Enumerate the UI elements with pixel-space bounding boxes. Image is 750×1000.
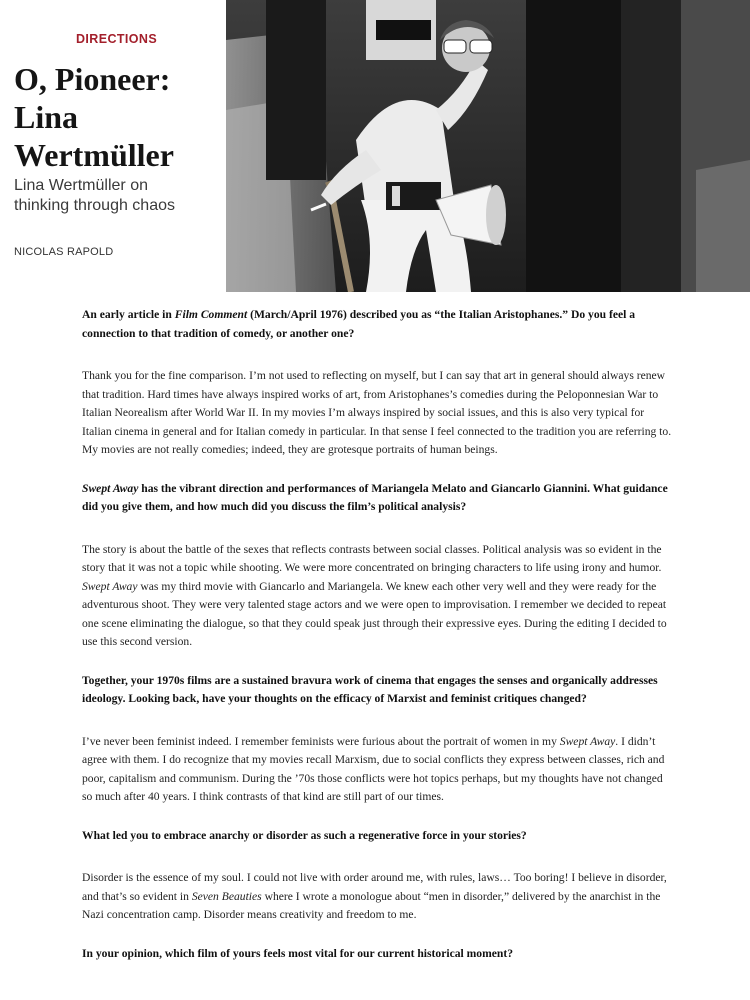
title-line: Lina xyxy=(14,99,79,135)
question-5: In your opinion, which film of yours feels most vital for our current historical moment? xyxy=(82,946,513,960)
header-photo xyxy=(226,0,750,292)
answer-1: Thank you for the fine comparison. I’m not used to reflecting on myself, but I can say that art in general should always renew that tradition. Hard times have always inspired works of art, from Aristophanes’s comedies during the Peloponnesian War to Italian Neorealism after World War II. In my movies I’m always inspired by social issues, and this is also very typical for Italian cinema in general and for Italian comedy in particular. In that sense I feel connected to the tradition you are referring to. My movies are not really comedies; indeed, they are grotesque portraits of human beings. xyxy=(82,369,672,456)
spacer xyxy=(82,807,672,827)
question-3: Together, your 1970s films are a sustained bravura work of cinema that engages the senses and organically addresses ideology. Looking back, have your thoughts on the efficacy of Marxist and feminist critiques changed? xyxy=(82,673,658,705)
author-byline: NICOLAS RAPOLD xyxy=(14,246,114,258)
question-1 xyxy=(82,306,672,343)
answer-2 xyxy=(82,541,672,652)
question-2 xyxy=(82,480,672,517)
text-run: was my third movie with Giancarlo and Mariangela. We knew each other very well and they were ready for the adventurous shoot. They were very talented stage actors and we were open to improvisation. I remember we decided to repeat one scene eliminating the dialogue, so that they could speak just through their expressive eyes. During the editing I decided to use this second version. xyxy=(82,579,667,648)
article-body xyxy=(82,306,672,963)
spacer xyxy=(82,652,672,672)
section-label: DIRECTIONS xyxy=(76,32,158,46)
text-run: has the vibrant direction and performances of Mariangela Melato and Giancarlo Giannini. What guidance did you give them, and how much did you discuss the film’s political analysis? xyxy=(82,481,668,513)
article-header xyxy=(0,0,750,292)
text-run: (March/April 1976) described you as “the Italian Aristophanes.” Do you feel a connection to that tradition of comedy, or another one? xyxy=(82,308,636,340)
text-run: Disorder is the essence of my soul. I could not live with order around me, with rules, laws… Too boring! I believe in disorder, and that’s so evident in xyxy=(82,871,667,903)
spacer xyxy=(82,925,672,945)
film-title: Seven Beauties xyxy=(191,889,262,903)
spacer xyxy=(82,460,672,480)
answer-3 xyxy=(82,733,672,807)
question-4: What led you to embrace anarchy or disorder as such a regenerative force in your stories? xyxy=(82,828,527,842)
text-run: where I wrote a monologue about “men in disorder,” delivered by the anarchist in the Nazi concentration camp. Disorder means creativity and freedom to me. xyxy=(82,889,661,921)
text-run: An early article in xyxy=(82,308,175,321)
spacer xyxy=(82,709,672,733)
film-title: Swept Away xyxy=(82,481,139,495)
text-run: I’ve never been feminist indeed. I remember feminists were furious about the portrait of women in my xyxy=(82,734,560,748)
spacer xyxy=(82,517,672,541)
film-title: Swept Away xyxy=(82,579,138,593)
subtitle-line: thinking through chaos xyxy=(14,197,175,214)
title-line: O, Pioneer: xyxy=(14,61,171,97)
spacer xyxy=(82,845,672,869)
article-title xyxy=(14,60,224,174)
spacer xyxy=(82,343,672,367)
photo-illustration xyxy=(226,0,750,292)
text-run: . I didn’t agree with them. I do recognize that my movies recall Marxism, due to social conflicts they express between classes, rich and poor, capitalism and communism. During the ’70s those conflicts were hot topics perhaps, but my thoughts have not changed so much after 40 years. I think contrasts of that kind are still part of our times. xyxy=(82,734,665,803)
text-run: The story is about the battle of the sexes that reflects contrasts between social classes. Political analysis was so evident in the story that it was not a topic while shooting. We were more concentrated on bringing characters to life using irony and humor. xyxy=(82,542,662,574)
answer-4 xyxy=(82,869,672,925)
film-title: Film Comment xyxy=(174,308,248,321)
title-line: Wertmüller xyxy=(14,137,174,173)
subtitle-line: Lina Wertmüller on xyxy=(14,177,148,194)
article-subtitle xyxy=(14,176,224,216)
film-title: Swept Away xyxy=(559,734,616,748)
